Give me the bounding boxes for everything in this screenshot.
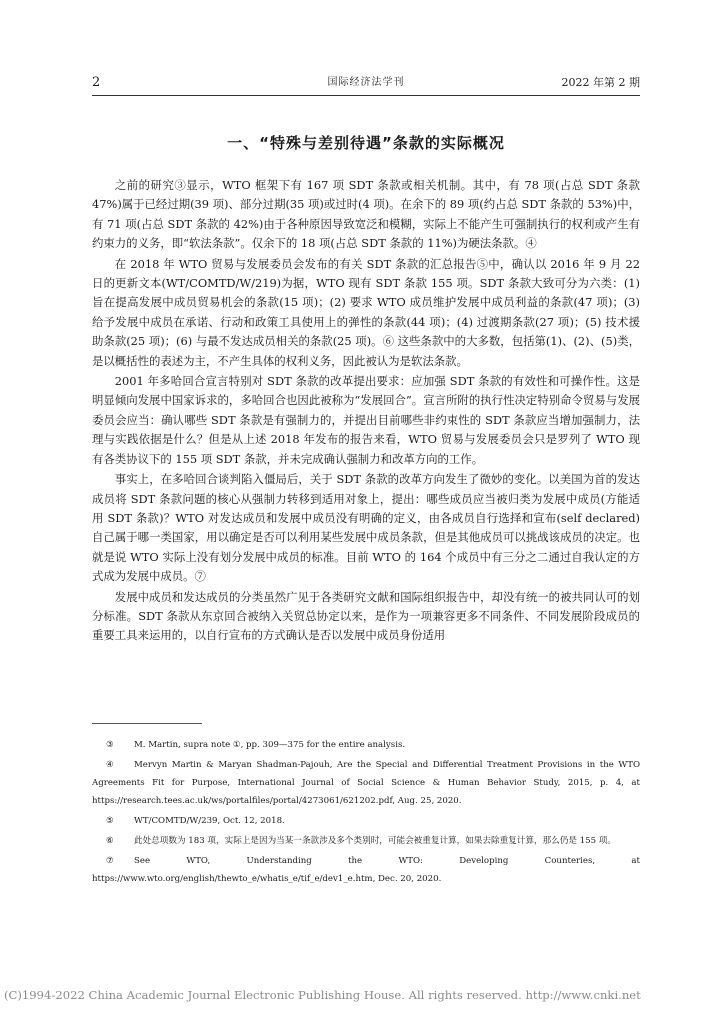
footnote-text: M. Martin, supra note ①, pp. 309—375 for the entire analysis. <box>134 740 406 750</box>
paragraph-2: 在 2018 年 WTO 贸易与发展委员会发布的有关 SDT 条款的汇总报告⑤中，确认以 2016 年 9 月 22 日的更新文本(WT/COMTD/W/219)为据，WTO 现有 SDT 条款 155 项。SDT 条款大致可分为六类：(1) 旨在提高发展中成员贸易机会的条款(15 项)；(2) 要求 WTO 成员维护发展中成员利益的条款(47 项)；(3) 给予发展中成员在承诺、行动和政策工具使用上的弹性的条款(44 项)；(4) 过渡期条款(27 项)；(5) 技术援助条款(25 项)；(6) 与最不发达成员相关的条款(25 项)。⑥ 这些条款中的大多数，包括第(1)、(2)、(5)类，是以概括性的表述为主，不产生具体的权利义务，因此被认为是软法条款。 <box>92 256 640 368</box>
footnote-marker: ③ <box>106 740 114 750</box>
copyright-notice: (C)1994-2022 China Academic Journal Electronic Publishing House. All rights reserved. http://www.cnki.net <box>4 988 641 1002</box>
footnotes <box>92 736 640 890</box>
section-title: 一、“特殊与差别待遇”条款的实际概况 <box>227 134 505 152</box>
footnote-6 <box>92 832 640 850</box>
paragraph-3: 2001 年多哈回合宣言特别对 SDT 条款的改革提出要求：应加强 SDT 条款的有效性和可操作性。这是明显倾向发展中国家诉求的，多哈回合也因此被称为“发展回合”。宣言所附的执行性决定特别命令贸易与发展委员会应当：确认哪些 SDT 条款是有强制力的，并提出目前哪些非约束性的 SDT 条款应当增加强制力，法理与实践依据是什么？但是从上述 2018 年发布的报告来看，WTO 贸易与发展委员会只是罗列了 WTO 现有各类协议下的 155 项 SDT 条款，并未完成确认强制力和改革方向的工作。 <box>92 374 640 466</box>
footnote-text: WT/COMTD/W/239, Oct. 12, 2018. <box>134 816 285 826</box>
paragraph-4: 事实上，在多哈回合谈判陷入僵局后，关于 SDT 条款的改革方向发生了微妙的变化。以美国为首的发达成员将 SDT 条款问题的核心从强制力转移到适用对象上，提出：哪些成员应当被归类为发展中成员(方能适用 SDT 条款)？WTO 对发达成员和发展中成员没有明确的定义，由各成员自行选择和宣布(self declared)自己属于哪一类国家，用以确定是否可以利用某些发展中成员条款，但是其他成员可以挑战该成员的决定。也就是说 WTO 实际上没有划分发展中成员的标准。目前 WTO 的 164 个成员中有三分之二通过自我认定的方式成为发展中成员。⑦ <box>92 472 640 584</box>
footnote-7 <box>92 852 640 888</box>
journal-name: 国际经济法学刊 <box>327 77 405 88</box>
running-header <box>92 74 640 92</box>
footnote-marker: ⑥ <box>106 836 114 846</box>
footnote-3 <box>92 736 640 754</box>
footnote-text: 此处总项数为 183 项，实际上是因为当某一条款涉及多个类别时，可能会被重复计算，如果去除重复计算，那么仍是 155 项。 <box>134 836 617 846</box>
header-rule <box>92 95 640 96</box>
footnote-rule <box>92 723 202 724</box>
footnote-marker: ⑤ <box>106 816 114 826</box>
body-text <box>92 176 640 646</box>
issue-label: 2022 年第 2 期 <box>561 76 640 89</box>
paragraph-1: 之前的研究③显示，WTO 框架下有 167 项 SDT 条款或相关机制。其中，有 78 项(占总 SDT 条款 47%)属于已经过期(39 项)、部分过期(35 项)或过时(4 项)。在余下的 89 项(约占总 SDT 条款的 53%)中，有 71 项(占总 SDT 条款的 42%)由于各种原因导致宽泛和模糊，实际上不能产生可强制执行的权利或产生有约束力的义务，即“软法条款”。仅余下的 18 项(占总 SDT 条款的 11%)为硬法条款。④ <box>92 178 640 251</box>
footnote-text: Mervyn Martin & Maryan Shadman-Pajouh, Are the Special and Differential Treatment Provisions in the WTO Agreements Fit for Purpose, International Journal of Social Science & Human Behavior Study, 2015, p. 4, at https://research.tees.ac.uk/ws/portalfiles/portal/4273061/621202.pdf, Aug. 25, 2020. <box>92 760 640 806</box>
footnote-5 <box>92 812 640 830</box>
page-number: 2 <box>92 75 101 90</box>
footnote-4 <box>92 756 640 810</box>
footnote-marker: ④ <box>106 760 114 770</box>
footnote-marker: ⑦ <box>106 856 114 866</box>
paragraph-5: 发展中成员和发达成员的分类虽然广见于各类研究文献和国际组织报告中，却没有统一的被共同认可的划分标准。SDT 条款从东京回合被纳入关贸总协定以来，是作为一项兼容更多不同条件、不同发展阶段成员的重要工具来运用的，以自行宣布的方式确认是否以发展中成员身份适用 <box>92 589 640 643</box>
footnote-text: See WTO, Understanding the WTO: Developing Counteries, at https://www.wto.org/english/thewto_e/whatis_e/tif_e/dev1_e.htm, Dec. 20, 2020. <box>92 856 640 884</box>
